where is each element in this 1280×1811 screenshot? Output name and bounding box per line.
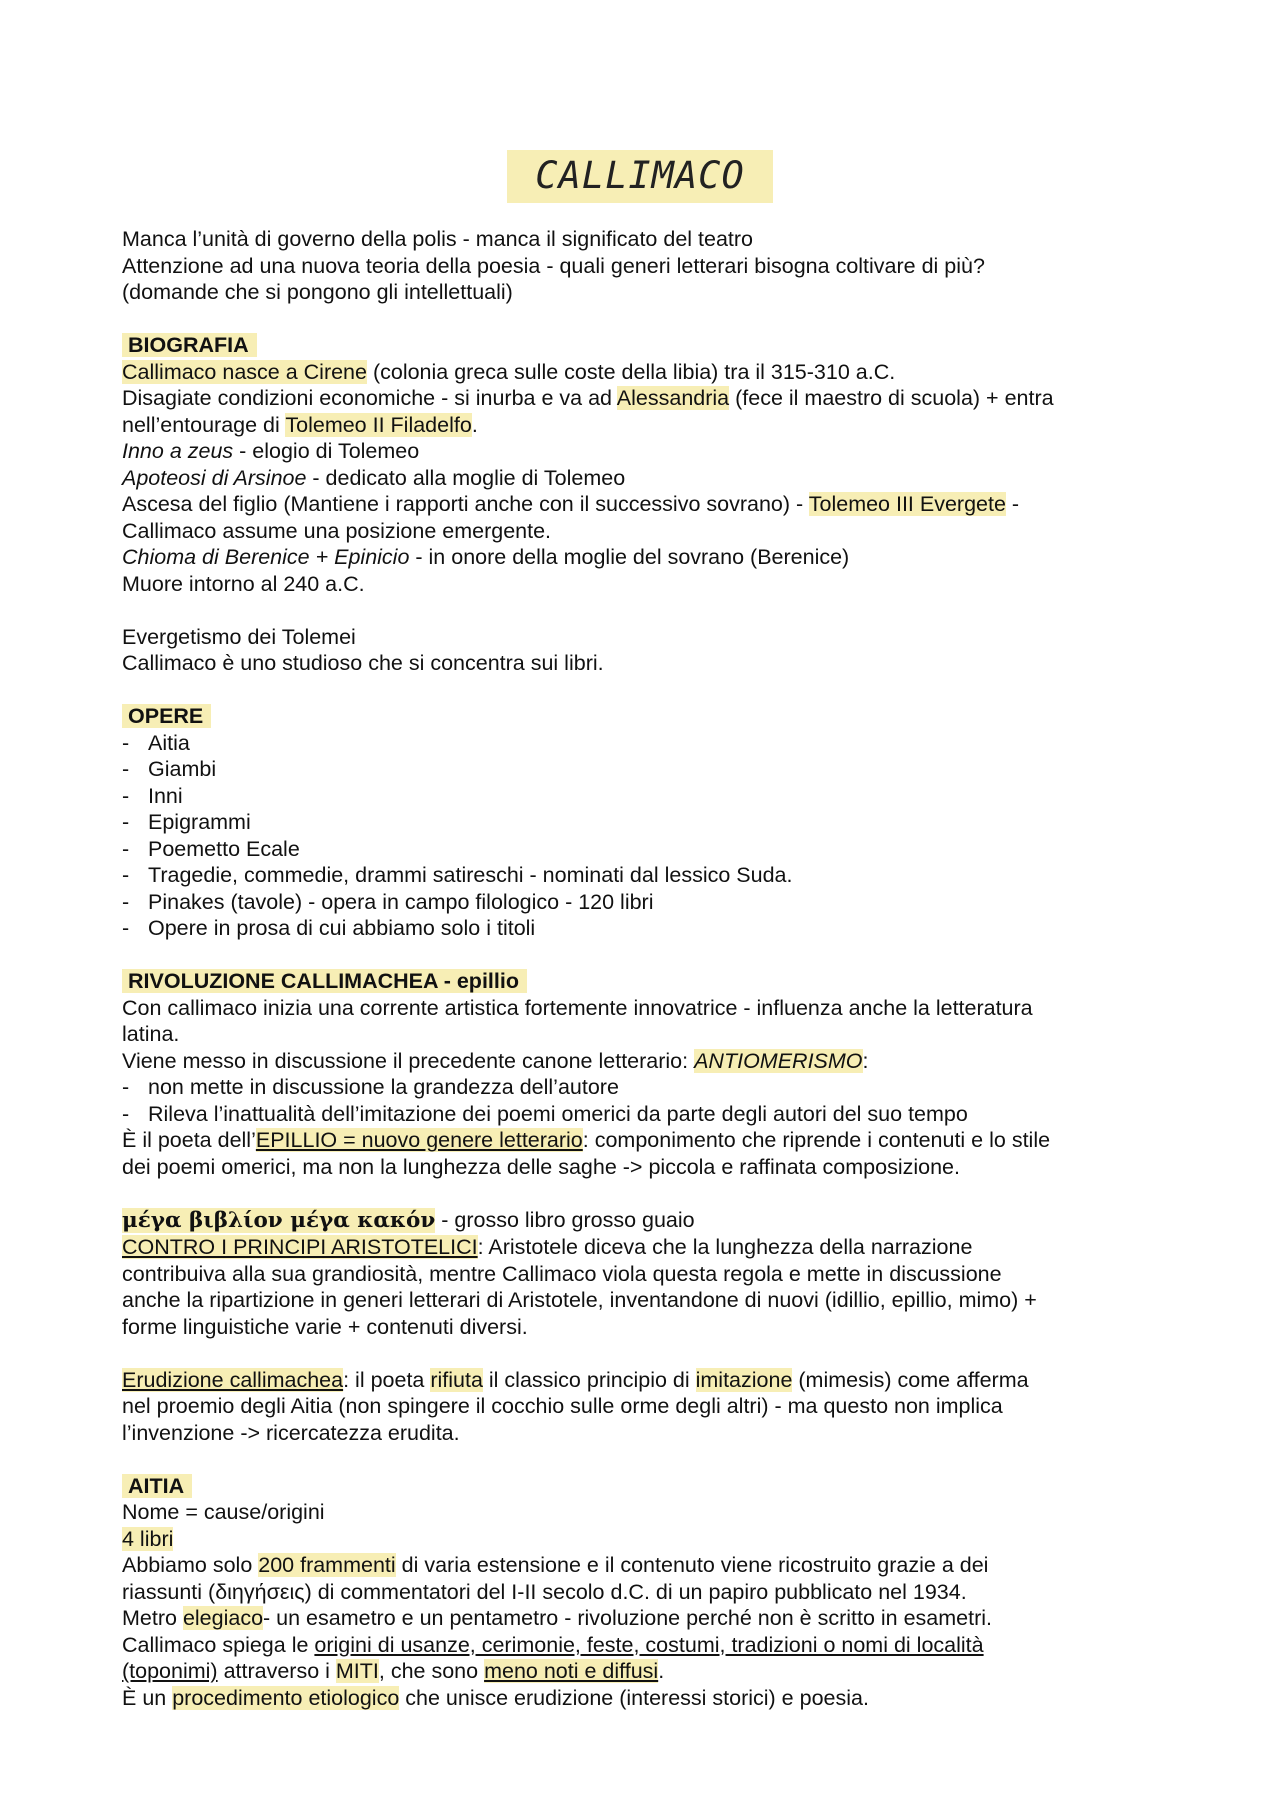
highlight-text: 200 frammenti xyxy=(258,1553,396,1577)
highlight-text: CONTRO I PRINCIPI ARISTOTELICI xyxy=(122,1235,478,1259)
rivoluzione-line-7: contribuiva alla sua grandiosità, mentre Callimaco viola questa regola e mette in discussione xyxy=(122,1261,1002,1286)
aitia-line-1: Nome = cause/origini xyxy=(122,1500,325,1524)
intro-line-3: (domande che si pongono gli intellettuali) xyxy=(122,280,513,304)
aitia-heading: AITIA xyxy=(122,1474,192,1498)
biografia-line-6 xyxy=(122,491,1172,518)
underlined-text: origini di usanze, cerimonie, feste, costumi, tradizioni o nomi di località xyxy=(314,1632,984,1657)
list-item: - Opere in prosa di cui abbiamo solo i titoli xyxy=(122,916,536,940)
rivoluzione-line-4 xyxy=(122,1127,1172,1154)
list-item-text: Rileva l’inattualità dell’imitazione dei poemi omerici da parte degli autori del suo tempo xyxy=(148,1101,968,1126)
text: Ascesa del figlio (Mantiene i rapporti anche con il successivo sovrano) - xyxy=(122,492,809,516)
list-item-text: Epigrammi xyxy=(148,810,251,834)
text: Metro xyxy=(122,1606,183,1630)
text: - elogio di Tolemeo xyxy=(233,439,420,463)
biografia-line-10: Evergetismo dei Tolemei xyxy=(122,624,356,649)
highlight-text: procedimento etiologico xyxy=(172,1685,400,1710)
list-item: - Rileva l’inattualità dell’imitazione dei poemi omerici da parte degli autori del suo tempo xyxy=(122,1101,968,1126)
highlight-text: meno noti e diffusi xyxy=(484,1659,659,1683)
list-item-text: Giambi xyxy=(148,757,217,781)
aitia-line-8 xyxy=(122,1685,1172,1712)
text: : componimento che riprende i contenuti e lo stile xyxy=(582,1128,1051,1152)
greek-motto-line xyxy=(122,1207,1172,1235)
document-body xyxy=(122,226,1172,1711)
biografia-line-1 xyxy=(122,359,1172,386)
highlight-text: Tolemeo III Evergete xyxy=(808,492,1006,516)
aitia-line-2 xyxy=(122,1526,1172,1553)
text: il classico principio di xyxy=(482,1367,696,1392)
aitia-line-6 xyxy=(122,1632,1172,1659)
list-item: - Epigrammi xyxy=(122,810,251,834)
biografia-heading: BIOGRAFIA xyxy=(122,333,257,357)
list-item: - Tragedie, commedie, drammi satireschi - nominati dal lessico Suda. xyxy=(122,863,793,887)
list-item-text: Opere in prosa di cui abbiamo solo i titoli xyxy=(148,916,536,940)
text: (colonia greca sulle coste della libia) tra il 315-310 a.C. xyxy=(366,359,896,384)
highlight-text: ANTIOMERISMO xyxy=(694,1048,863,1073)
intro-line-2: Attenzione ad una nuova teoria della poesia - quali generi letterari bisogna coltivare di più? xyxy=(122,253,985,278)
rivoluzione-line-6 xyxy=(122,1234,1172,1261)
highlight-text: Alessandria xyxy=(616,386,730,410)
biografia-line-3 xyxy=(122,412,1172,439)
section-heading-rivoluzione xyxy=(122,968,1172,995)
underlined-text: (toponimi) xyxy=(122,1659,218,1683)
list-item: - Aitia xyxy=(122,730,190,755)
biografia-line-7: Callimaco assume una posizione emergente. xyxy=(122,518,552,543)
highlight-text: Callimaco nasce a Cirene xyxy=(122,359,367,384)
section-heading-aitia xyxy=(122,1473,1172,1500)
aitia-line-3 xyxy=(122,1552,1172,1579)
list-item: - Giambi xyxy=(122,757,217,781)
biografia-line-2 xyxy=(122,385,1172,412)
highlight-text: 4 libri xyxy=(122,1526,174,1551)
title-container xyxy=(0,150,1280,203)
list-item-text: Pinakes (tavole) - opera in campo filologico - 120 libri xyxy=(148,889,654,914)
highlight-text: Erudizione callimachea xyxy=(122,1367,344,1392)
text: (fece il maestro di scuola) + entra xyxy=(729,386,1054,410)
text: . xyxy=(471,412,478,437)
list-item-text: Aitia xyxy=(148,730,190,755)
list-item-text: Inni xyxy=(148,783,183,808)
text: : Aristotele diceva che la lunghezza della narrazione xyxy=(477,1235,973,1259)
section-heading-biografia xyxy=(122,332,1172,359)
text: di varia estensione e il contenuto viene ricostruito grazie a dei xyxy=(395,1553,989,1577)
list-item: - Inni xyxy=(122,783,183,808)
biografia-line-4 xyxy=(122,438,1172,465)
text: : il poeta xyxy=(343,1367,431,1392)
list-item-text: Tragedie, commedie, drammi satireschi - nominati dal lessico Suda. xyxy=(148,863,793,887)
highlight-text: imitazione xyxy=(695,1367,793,1392)
biografia-line-8 xyxy=(122,544,1172,571)
text: , che sono xyxy=(378,1659,485,1683)
list-item-text: Poemetto Ecale xyxy=(148,836,300,861)
page-title: CALLIMACO xyxy=(507,150,772,203)
highlight-text: EPILLIO = nuovo genere letterario xyxy=(255,1128,583,1152)
text: Callimaco spiega le xyxy=(122,1632,315,1657)
highlight-text: elegiaco xyxy=(182,1606,264,1630)
highlight-text: Tolemeo II Filadelfo xyxy=(285,412,472,437)
list-item-text: non mette in discussione la grandezza dell’autore xyxy=(148,1075,619,1099)
text: - un esametro e un pentametro - rivoluzione perché non è scritto in esametri. xyxy=(263,1606,993,1630)
text: (mimesis) come afferma xyxy=(792,1367,1029,1392)
greek-motto: μέγα βιβλίον μέγα κακόν xyxy=(122,1207,436,1233)
aitia-line-5 xyxy=(122,1605,1172,1632)
text: : xyxy=(862,1048,869,1073)
intro-line-1: Manca l’unità di governo della polis - manca il significato del teatro xyxy=(122,227,754,251)
highlight-text: MITI xyxy=(335,1659,379,1683)
highlight-text: rifiuta xyxy=(430,1367,483,1392)
rivoluzione-heading: RIVOLUZIONE CALLIMACHEA - epillio xyxy=(122,969,527,993)
opere-heading: OPERE xyxy=(122,704,211,728)
biografia-line-11: Callimaco è uno studioso che si concentra sui libri. xyxy=(122,651,604,675)
list-item: - non mette in discussione la grandezza dell’autore xyxy=(122,1075,619,1099)
rivoluzione-line-11: nel proemio degli Aitia (non spingere il cocchio sulle orme degli altri) - ma questo non implica xyxy=(122,1394,1003,1418)
text: Disagiate condizioni economiche - si inurba e va ad xyxy=(122,386,617,410)
italic-title: Inno a zeus xyxy=(122,439,234,463)
aitia-line-4: riassunti (διηγήσεις) di commentatori del I-II secolo d.C. di un papiro pubblicato nel 1934. xyxy=(122,1579,967,1604)
italic-title: Apoteosi di Arsinoe xyxy=(122,465,307,490)
text: attraverso i xyxy=(217,1659,336,1683)
aitia-line-7 xyxy=(122,1658,1172,1685)
rivoluzione-line-2: latina. xyxy=(122,1022,180,1046)
rivoluzione-line-8: anche la ripartizione in generi letterari di Aristotele, inventandone di nuovi (idillio, epillio, mimo) + xyxy=(122,1288,1037,1312)
rivoluzione-line-9: forme linguistiche varie + contenuti diversi. xyxy=(122,1314,528,1339)
text: - xyxy=(1005,492,1020,516)
text: È un xyxy=(122,1685,173,1710)
text: - grosso libro grosso guaio xyxy=(435,1207,695,1232)
text: che unisce erudizione (interessi storici) e poesia. xyxy=(399,1685,869,1710)
list-item: - Poemetto Ecale xyxy=(122,836,300,861)
italic-title: Chioma di Berenice + Epinicio xyxy=(122,545,410,569)
biografia-line-5 xyxy=(122,465,1172,492)
text: - dedicato alla moglie di Tolemeo xyxy=(306,465,626,490)
rivoluzione-line-10 xyxy=(122,1367,1172,1394)
list-item: - Pinakes (tavole) - opera in campo filologico - 120 libri xyxy=(122,889,654,914)
rivoluzione-line-12: l’invenzione -> ricercatezza erudita. xyxy=(122,1420,460,1445)
section-heading-opere xyxy=(122,703,1172,730)
text: - in onore della moglie del sovrano (Berenice) xyxy=(409,545,850,569)
text: Abbiamo solo xyxy=(122,1553,259,1577)
biografia-line-9: Muore intorno al 240 a.C. xyxy=(122,571,365,596)
text: . xyxy=(658,1659,665,1683)
rivoluzione-line-3 xyxy=(122,1048,1172,1075)
text: Viene messo in discussione il precedente canone letterario: xyxy=(122,1048,695,1073)
text: È il poeta dell’ xyxy=(122,1128,256,1152)
rivoluzione-line-5: dei poemi omerici, ma non la lunghezza delle saghe -> piccola e raffinata composizione. xyxy=(122,1154,960,1179)
text: nell’entourage di xyxy=(122,412,286,437)
rivoluzione-line-1: Con callimaco inizia una corrente artistica fortemente innovatrice - influenza anche la letteratura xyxy=(122,995,1033,1020)
